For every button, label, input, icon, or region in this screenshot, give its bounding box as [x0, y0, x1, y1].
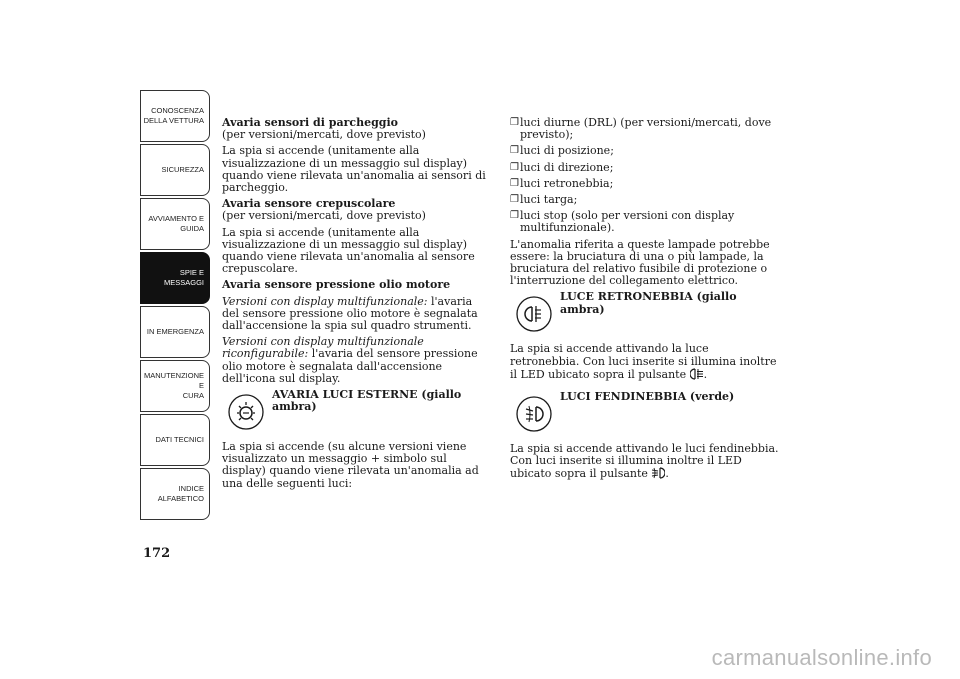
section-title: Avaria sensori di parcheggio — [222, 116, 398, 129]
paragraph: La spia si accende (unitamente alla visualizzazione di un messaggio sul display) quando viene rilevata un'anomalia al sensore crepuscolare. — [222, 225, 475, 276]
warning-title: LUCE RETRONEBBIA (giallo ambra) — [560, 290, 737, 316]
tab-spie-messaggi[interactable]: SPIE E MESSAGGI — [140, 252, 210, 304]
section-note: (per versioni/mercati, dove previsto) — [222, 209, 426, 223]
tab-avviamento[interactable]: AVVIAMENTO E GUIDA — [140, 198, 210, 250]
warning-block — [510, 391, 780, 437]
paragraph — [222, 296, 490, 333]
watermark: carmanualsonline.info — [711, 645, 932, 670]
tab-indice[interactable]: INDICE ALFABETICO — [140, 468, 210, 520]
right-column — [510, 117, 780, 487]
paragraph: La spia si accende attivando le luci fendinebbia. Con luci inserite si illumina inoltre il LED ubicato sopra il pulsante . — [510, 443, 780, 483]
checkbox-bullet-icon: ❐ — [510, 177, 519, 189]
section-title: Avaria sensore pressione olio motore — [222, 278, 451, 292]
paragraph-text: l'avaria del sensore pressione olio motore è segnalata dall'accensione dell'icona sul display. — [222, 347, 478, 385]
list-item: ❐ luci di posizione; — [510, 144, 614, 158]
paragraph-text: l'avaria del sensore pressione olio motore è segnalata dall'accensione la spia sul quadro strumenti. — [222, 294, 478, 333]
left-column — [222, 117, 490, 494]
exterior-lights-failure-icon — [222, 389, 270, 435]
list-item: ❐ luci diurne (DRL) (per versioni/mercati, dove previsto); — [510, 116, 772, 142]
paragraph: La spia si accende attivando la luce retronebbia. Con luci inserite si illumina inoltre il LED ubicato sopra il pulsante . — [510, 343, 780, 383]
tab-conoscenza[interactable]: CONOSCENZA DELLA VETTURA — [140, 90, 210, 142]
checkbox-bullet-icon: ❐ — [510, 161, 519, 173]
rear-fog-light-icon — [510, 291, 558, 337]
checkbox-bullet-icon: ❐ — [510, 117, 519, 128]
warning-block — [510, 291, 780, 337]
warning-title: AVARIA LUCI ESTERNE (giallo ambra) — [272, 388, 462, 414]
warning-title: LUCI FENDINEBBIA (verde) — [560, 390, 735, 404]
front-fog-button-icon — [651, 467, 665, 482]
tab-sicurezza[interactable]: SICUREZZA — [140, 144, 210, 196]
rear-fog-button-icon — [690, 368, 704, 383]
checkbox-bullet-icon: ❐ — [510, 145, 519, 157]
tab-emergenza[interactable]: IN EMERGENZA — [140, 306, 210, 358]
chapter-tabs — [140, 90, 210, 522]
italic-lead: Versioni con display multifunzionale: — [222, 294, 428, 308]
page-number: 172 — [143, 546, 171, 561]
checkbox-bullet-icon: ❐ — [510, 210, 519, 222]
paragraph: La spia si accende (unitamente alla visualizzazione di un messaggio sul display) quando viene rilevata un'anomalia ai sensori di parcheggio. — [222, 144, 486, 195]
section-note: (per versioni/mercati, dove previsto) — [222, 128, 426, 142]
list-item: ❐ luci targa; — [510, 193, 578, 207]
paragraph: La spia si accende (su alcune versioni viene visualizzato un messaggio + simbolo sul display) quando viene rilevata un'anomalia ad una delle seguenti luci: — [222, 440, 479, 490]
tab-dati-tecnici[interactable]: DATI TECNICI — [140, 414, 210, 466]
paragraph: L'anomalia riferita a queste lampade potrebbe essere: la bruciatura di una o più lampade, la bruciatura del relativo fusibile di protezione o l'interruzione del collegamento elettrico. — [510, 237, 770, 288]
list-item: ❐ luci di direzione; — [510, 160, 614, 174]
checkbox-bullet-icon: ❐ — [510, 194, 519, 206]
paragraph — [222, 336, 490, 385]
list-item: ❐ luci retronebbia; — [510, 176, 614, 190]
section-title: Avaria sensore crepuscolare — [222, 197, 396, 211]
tab-manutenzione[interactable]: MANUTENZIONE E CURA — [140, 360, 210, 412]
warning-block — [222, 389, 490, 435]
front-fog-light-icon — [510, 391, 558, 437]
list-item: ❐ luci stop (solo per versioni con display multifunzionale). — [510, 209, 735, 235]
italic-lead: Versioni con display multifunzionale riconfigurabile: — [222, 335, 424, 361]
